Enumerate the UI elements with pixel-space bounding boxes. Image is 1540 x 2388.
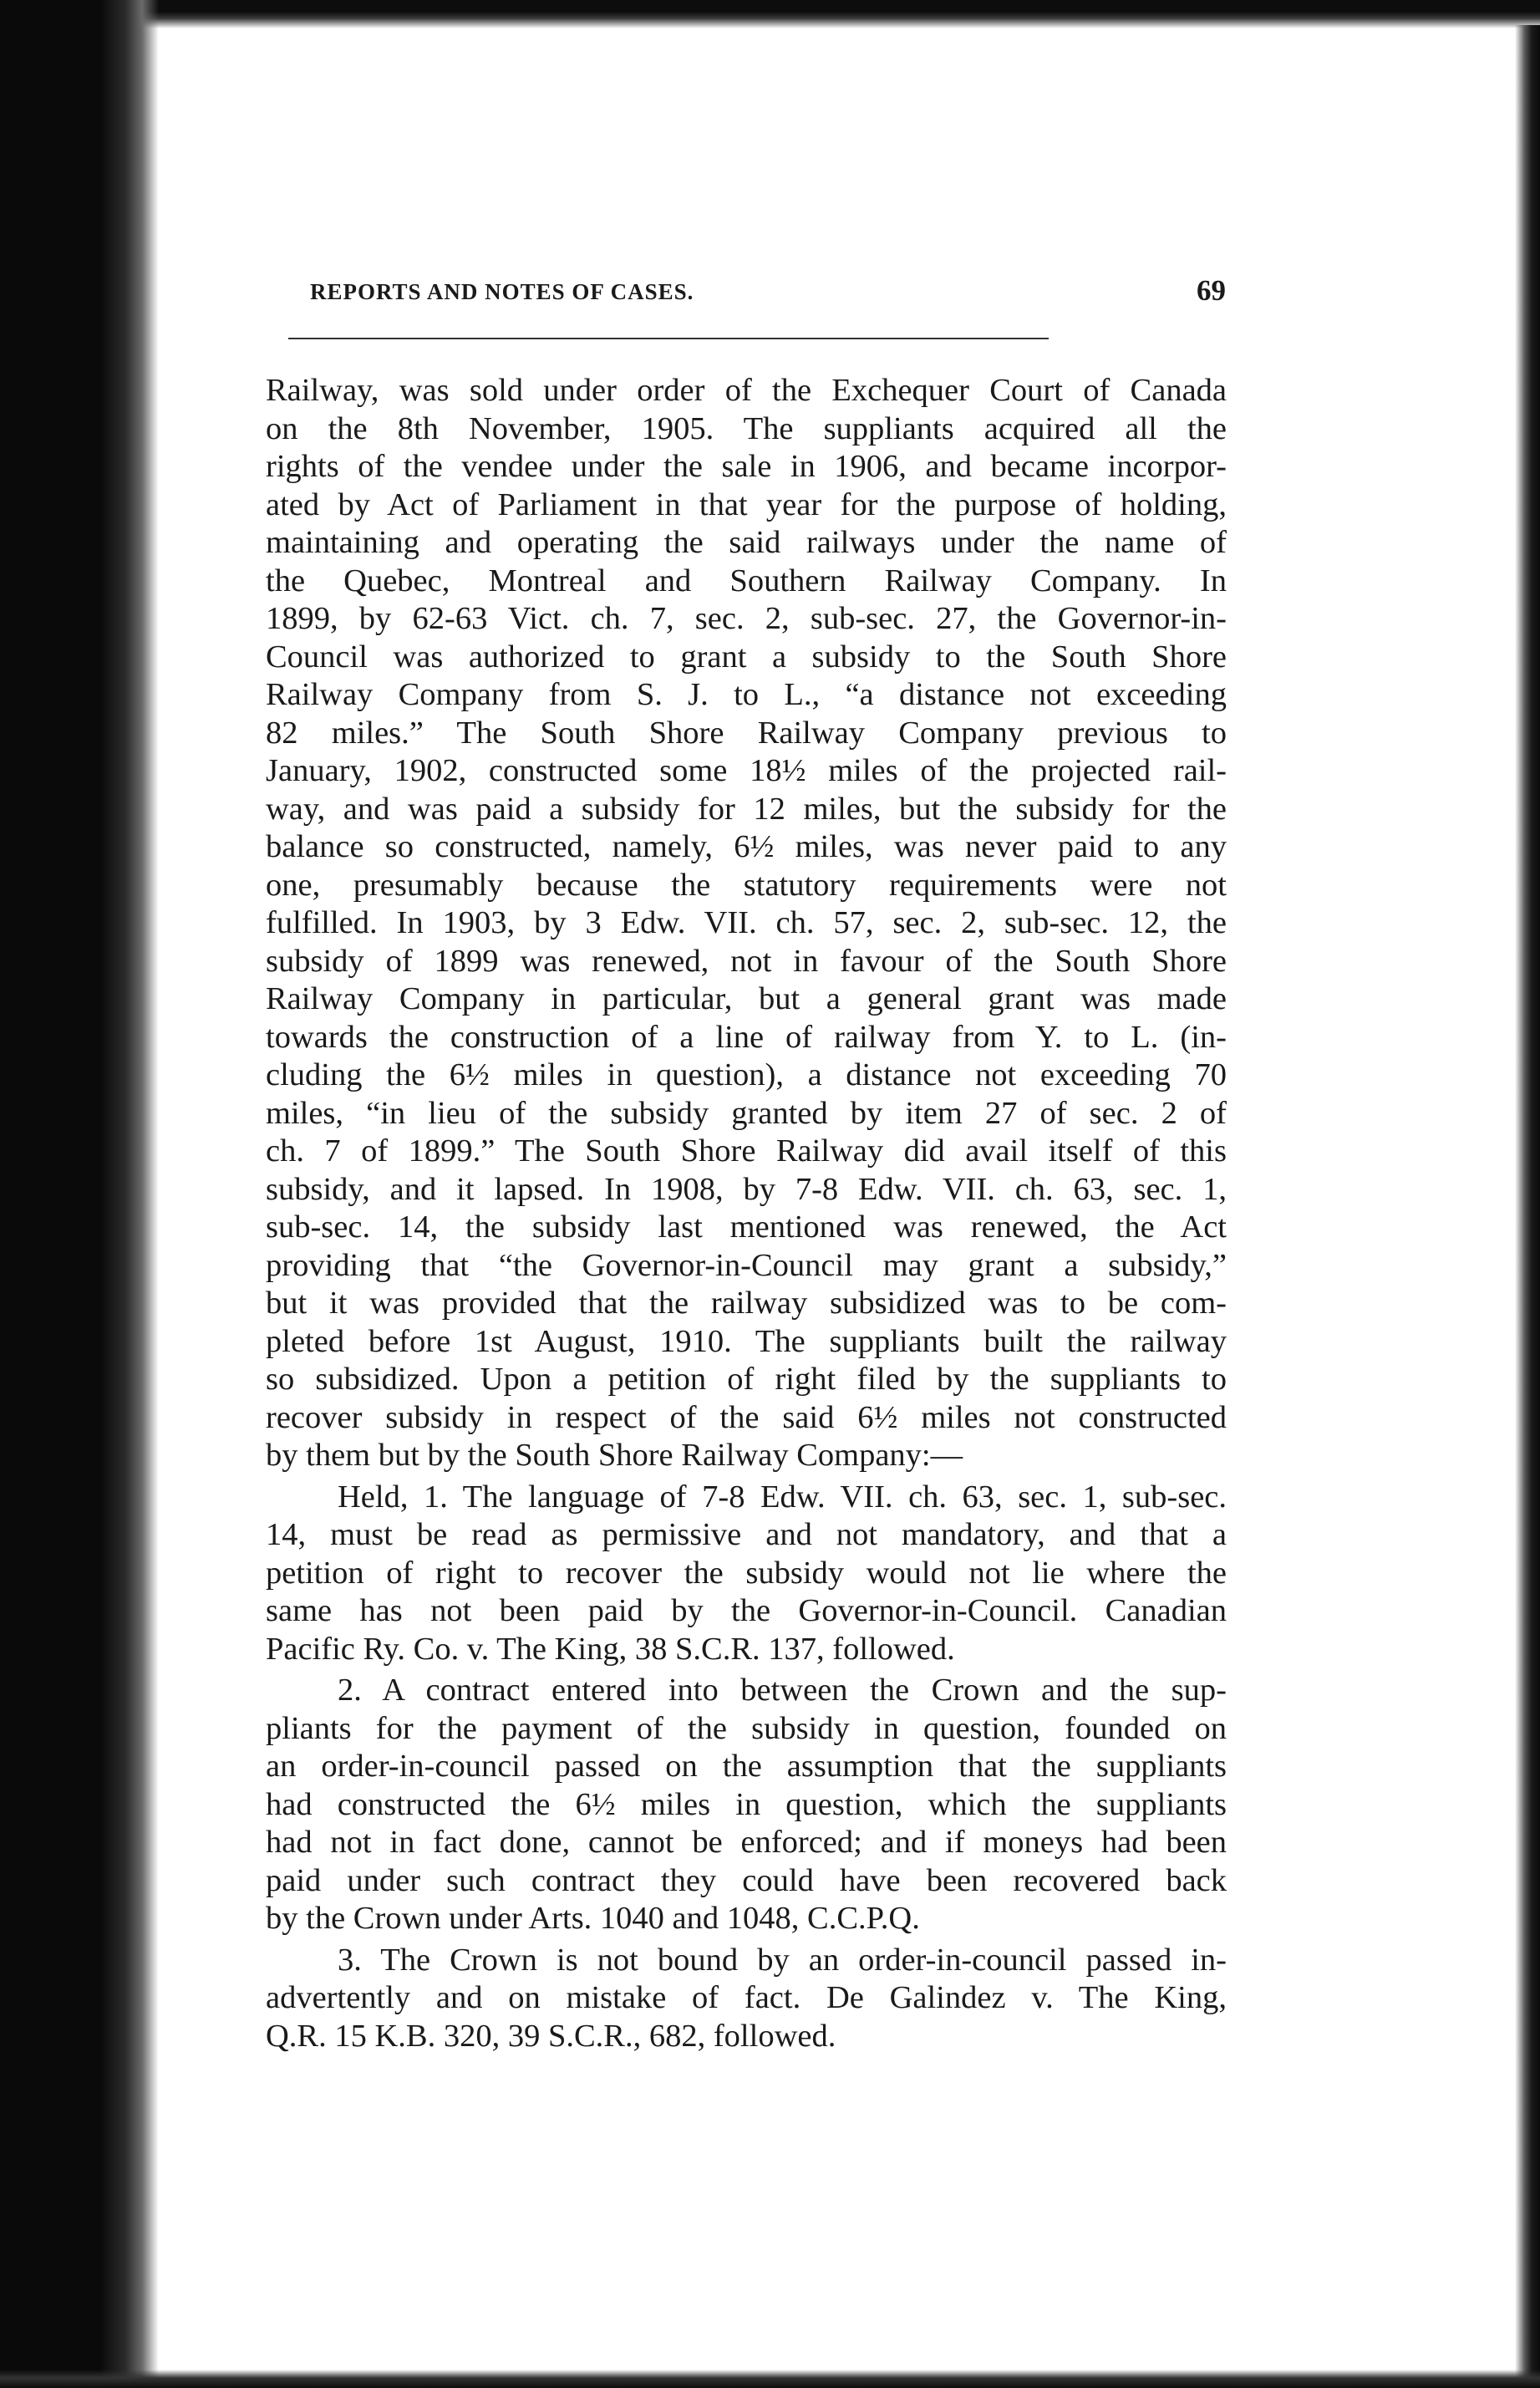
scan-edge-bottom <box>0 2370 1540 2388</box>
scan-edge-right <box>1515 25 1540 2388</box>
scan-edge-left <box>0 0 159 2388</box>
text-line: ated by Act of Parliament in that year for the purpose of holding, <box>266 486 1227 522</box>
text-line: miles, “in lieu of the subsidy granted by item 27 of sec. 2 of <box>266 1095 1227 1131</box>
text-line: providing that “the Governor-in-Council may grant a subsidy,” <box>266 1247 1227 1283</box>
text-line: but it was provided that the railway subsidized was to be com- <box>266 1286 1227 1321</box>
text-line: way, and was paid a subsidy for 12 miles, but the subsidy for the <box>266 791 1227 827</box>
header-rule <box>288 338 1049 339</box>
text-line: Pacific Ry. Co. v. The King, 38 S.C.R. 137, followed. <box>266 1631 955 1667</box>
text-line: cluding the 6½ miles in question), a distance not exceeding 70 <box>266 1057 1227 1092</box>
text-line: towards the construction of a line of railway from Y. to L. (in- <box>266 1019 1227 1055</box>
text-line: one, presumably because the statutory requirements were not <box>266 867 1227 903</box>
text-line: same has not been paid by the Governor-in-Council. Canadian <box>266 1593 1227 1628</box>
text-line: rights of the vendee under the sale in 1906, and became incorpor- <box>266 449 1227 484</box>
text-line: subsidy, and it lapsed. In 1908, by 7-8 Edw. VII. ch. 63, sec. 1, <box>266 1171 1227 1207</box>
text-line: paid under such contract they could have been recovered back <box>266 1862 1227 1898</box>
running-head: REPORTS AND NOTES OF CASES. <box>310 279 694 304</box>
text-line: sub-sec. 14, the subsidy last mentioned was renewed, the Act <box>266 1209 1227 1245</box>
text-line: had constructed the 6½ miles in question, which the suppliants <box>266 1786 1227 1822</box>
text-line: so subsidized. Upon a petition of right filed by the suppliants to <box>266 1362 1227 1397</box>
text-line: on the 8th November, 1905. The suppliants acquired all the <box>266 410 1227 446</box>
text-line: Railway, was sold under order of the Exchequer Court of Canada <box>266 373 1227 408</box>
text-line: fulfilled. In 1903, by 3 Edw. VII. ch. 57, sec. 2, sub-sec. 12, the <box>266 905 1227 940</box>
text-line: maintaining and operating the said railways under the name of <box>266 525 1227 560</box>
text-line: subsidy of 1899 was renewed, not in favour of the South Shore <box>266 943 1227 979</box>
text-line: pliants for the payment of the subsidy in question, founded on <box>266 1710 1227 1746</box>
text-line: advertently and on mistake of fact. De Galindez v. The King, <box>266 1980 1227 2015</box>
page-number: 69 <box>1197 274 1226 307</box>
text-line: 2. A contract entered into between the Crown and the sup- <box>338 1673 1227 1708</box>
text-line: 82 miles.” The South Shore Railway Company previous to <box>266 715 1227 751</box>
text-line: Railway Company from S. J. to L., “a distance not exceeding <box>266 677 1227 712</box>
text-line: Railway Company in particular, but a general grant was made <box>266 981 1227 1016</box>
text-line: the Quebec, Montreal and Southern Railway Company. In <box>266 563 1227 598</box>
text-line: by them but by the South Shore Railway Company:— <box>266 1438 963 1473</box>
text-line: recover subsidy in respect of the said 6½ miles not constructed <box>266 1399 1227 1435</box>
text-line: 14, must be read as permissive and not mandatory, and that a <box>266 1517 1227 1552</box>
text-line: an order-in-council passed on the assumption that the suppliants <box>266 1749 1227 1784</box>
text-line: January, 1902, constructed some 18½ miles of the projected rail- <box>266 753 1227 788</box>
text-line: by the Crown under Arts. 1040 and 1048, C.C.P.Q. <box>266 1901 920 1936</box>
body-text <box>266 372 1227 2055</box>
text-line: pleted before 1st August, 1910. The suppliants built the railway <box>266 1323 1227 1359</box>
page-header <box>265 274 1226 321</box>
text-line: petition of right to recover the subsidy would not lie where the <box>266 1555 1227 1591</box>
scan-edge-top <box>0 0 1540 28</box>
text-line: Q.R. 15 K.B. 320, 39 S.C.R., 682, followed. <box>266 2018 836 2054</box>
text-line: had not in fact done, cannot be enforced; and if moneys had been <box>266 1825 1227 1860</box>
text-line: Council was authorized to grant a subsidy to the South Shore <box>266 639 1227 675</box>
text-line: 1899, by 62-63 Vict. ch. 7, sec. 2, sub-sec. 27, the Governor-in- <box>266 601 1227 636</box>
text-line: 3. The Crown is not bound by an order-in-council passed in- <box>338 1942 1227 1978</box>
text-line: Held, 1. The language of 7-8 Edw. VII. ch. 63, sec. 1, sub-sec. <box>338 1479 1227 1515</box>
text-line: balance so constructed, namely, 6½ miles, was never paid to any <box>266 829 1227 864</box>
text-line: ch. 7 of 1899.” The South Shore Railway did avail itself of this <box>266 1133 1227 1169</box>
